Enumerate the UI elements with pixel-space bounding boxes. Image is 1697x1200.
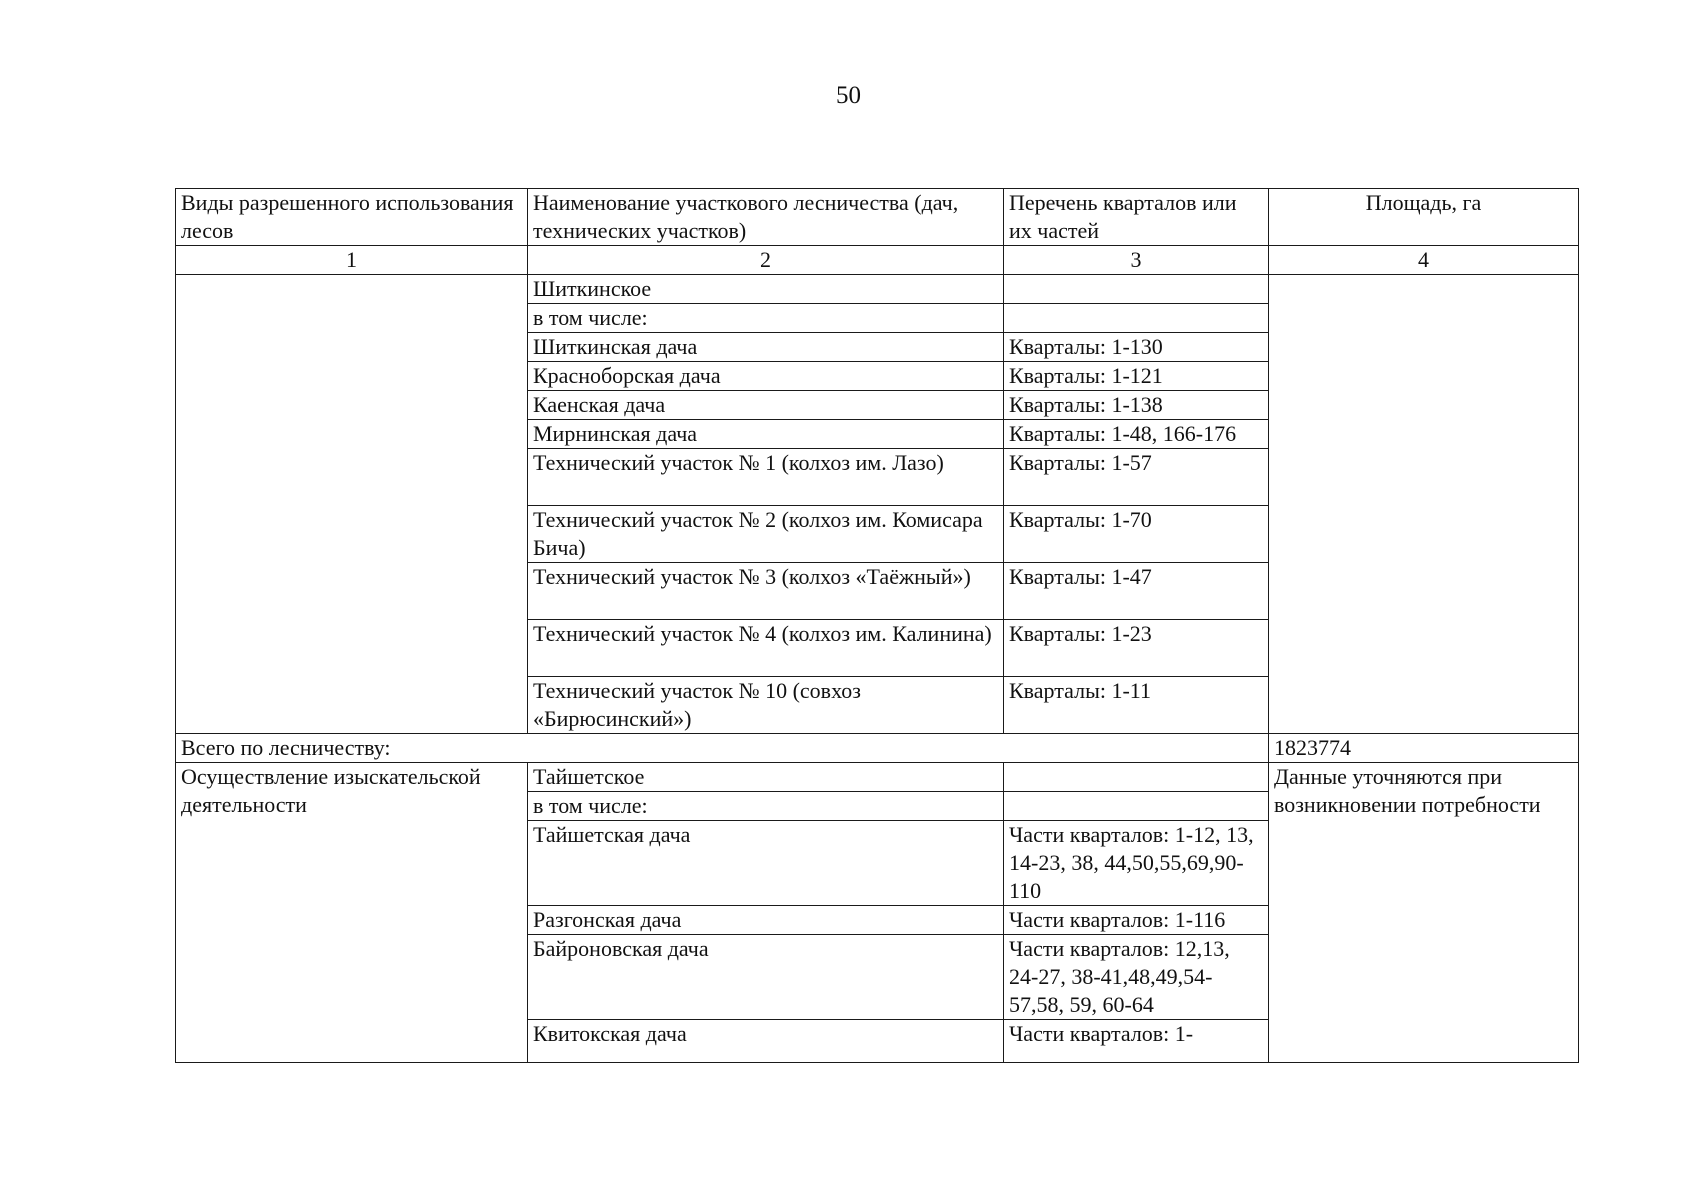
quarters-cell bbox=[1004, 304, 1269, 333]
quarters-cell: Кварталы: 1-121 bbox=[1004, 362, 1269, 391]
quarters-cell bbox=[1004, 763, 1269, 792]
header-area: Площадь, га bbox=[1269, 189, 1579, 246]
quarters-cell: Кварталы: 1-48, 166-176 bbox=[1004, 420, 1269, 449]
forestry-name-cell: Красноборская дача bbox=[528, 362, 1004, 391]
table-header-row bbox=[176, 189, 1579, 246]
quarters-cell: Части кварталов: 1- bbox=[1004, 1020, 1269, 1063]
forestry-name-cell: Каенская дача bbox=[528, 391, 1004, 420]
area-note-cell: Данные уточняются при возникновении потребности bbox=[1269, 763, 1579, 1063]
quarters-cell: Кварталы: 1-70 bbox=[1004, 506, 1269, 563]
header-quarters: Перечень кварталов или их частей bbox=[1004, 189, 1269, 246]
quarters-cell: Кварталы: 1-11 bbox=[1004, 677, 1269, 734]
column-number: 3 bbox=[1004, 246, 1269, 275]
use-type-cell: Осуществление изыскательской деятельности bbox=[176, 763, 528, 1063]
forestry-name-cell: в том числе: bbox=[528, 304, 1004, 333]
quarters-cell: Кварталы: 1-47 bbox=[1004, 563, 1269, 620]
quarters-cell bbox=[1004, 275, 1269, 304]
quarters-cell: Части кварталов: 1-12, 13, 14-23, 38, 44,50,55,69,90-110 bbox=[1004, 821, 1269, 906]
forestry-name-cell: Технический участок № 2 (колхоз им. Комисара Бича) bbox=[528, 506, 1004, 563]
use-type-cell-empty bbox=[176, 275, 528, 734]
forestry-name-cell: Шиткинская дача bbox=[528, 333, 1004, 362]
quarters-cell: Кварталы: 1-138 bbox=[1004, 391, 1269, 420]
forestry-name-cell: Квитокская дача bbox=[528, 1020, 1004, 1063]
quarters-cell: Части кварталов: 1-116 bbox=[1004, 906, 1269, 935]
table-row bbox=[176, 275, 1579, 304]
quarters-cell: Части кварталов: 12,13, 24-27, 38-41,48,49,54-57,58, 59, 60-64 bbox=[1004, 935, 1269, 1020]
quarters-cell: Кварталы: 1-57 bbox=[1004, 449, 1269, 506]
page-number: 50 bbox=[836, 82, 861, 109]
table-row bbox=[176, 763, 1579, 792]
quarters-cell: Кварталы: 1-130 bbox=[1004, 333, 1269, 362]
column-number: 2 bbox=[528, 246, 1004, 275]
header-use-type: Виды разрешенного использования лесов bbox=[176, 189, 528, 246]
column-number-row bbox=[176, 246, 1579, 275]
forestry-name-cell: в том числе: bbox=[528, 792, 1004, 821]
forestry-name-cell: Мирнинская дача bbox=[528, 420, 1004, 449]
total-label: Всего по лесничеству: bbox=[176, 734, 1269, 763]
forestry-name-cell: Технический участок № 4 (колхоз им. Калинина) bbox=[528, 620, 1004, 677]
forestry-name-cell: Шиткинское bbox=[528, 275, 1004, 304]
quarters-cell bbox=[1004, 792, 1269, 821]
forestry-name-cell: Байроновская дача bbox=[528, 935, 1004, 1020]
area-cell-empty bbox=[1269, 275, 1579, 734]
header-forestry-name: Наименование участкового лесничества (дач, технических участков) bbox=[528, 189, 1004, 246]
forestry-name-cell: Тайшетская дача bbox=[528, 821, 1004, 906]
total-value: 1823774 bbox=[1269, 734, 1579, 763]
forestry-name-cell: Технический участок № 1 (колхоз им. Лазо) bbox=[528, 449, 1004, 506]
forestry-name-cell: Тайшетское bbox=[528, 763, 1004, 792]
forestry-name-cell: Разгонская дача bbox=[528, 906, 1004, 935]
forest-use-table bbox=[175, 188, 1579, 1063]
forestry-name-cell: Технический участок № 3 (колхоз «Таёжный») bbox=[528, 563, 1004, 620]
column-number: 4 bbox=[1269, 246, 1579, 275]
forestry-name-cell: Технический участок № 10 (совхоз «Бирюсинский») bbox=[528, 677, 1004, 734]
column-number: 1 bbox=[176, 246, 528, 275]
quarters-cell: Кварталы: 1-23 bbox=[1004, 620, 1269, 677]
total-row bbox=[176, 734, 1579, 763]
